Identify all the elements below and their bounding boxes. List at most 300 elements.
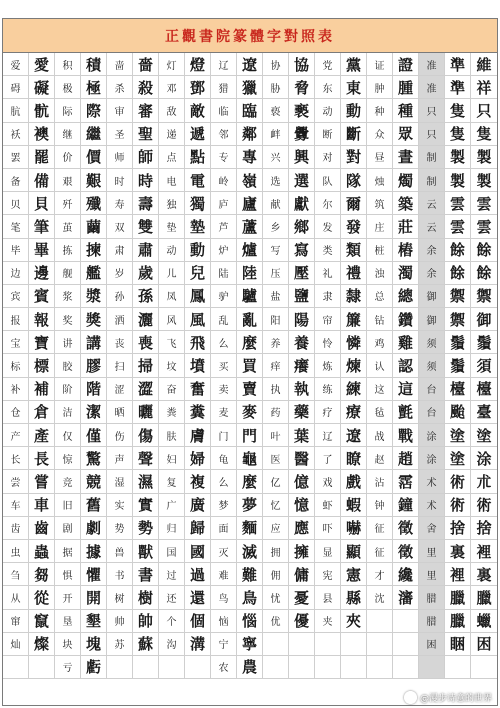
seal-character-cell: 夾	[341, 610, 367, 633]
modern-character-cell: 鸟	[211, 586, 237, 609]
seal-character-cell: 獎	[81, 308, 107, 331]
modern-character-cell: 县	[315, 586, 341, 609]
modern-character-cell: 敌	[159, 99, 185, 122]
modern-character-cell: 买	[211, 354, 237, 377]
modern-character-cell: 复	[159, 470, 185, 493]
modern-character-cell: 啬	[107, 53, 133, 76]
seal-character-cell	[445, 656, 471, 679]
modern-character-cell: 报	[3, 308, 29, 331]
modern-character-cell: 么	[211, 331, 237, 354]
modern-character-cell: 过	[159, 563, 185, 586]
modern-character-cell: 惊	[55, 447, 81, 470]
seal-character-cell: 書	[133, 563, 159, 586]
seal-character-cell: 臺	[471, 401, 497, 424]
modern-character-cell: 龟	[211, 447, 237, 470]
modern-character-cell: 孙	[107, 285, 133, 308]
modern-character-cell: 乡	[263, 215, 289, 238]
modern-character-cell: 忧	[263, 586, 289, 609]
seal-character-cell: 發	[341, 215, 367, 238]
seal-character-cell: 對	[341, 146, 367, 169]
seal-character-cell: 懼	[81, 563, 107, 586]
seal-character-cell: 療	[341, 401, 367, 424]
modern-character-cell: 据	[55, 540, 81, 563]
seal-character-cell: 灑	[133, 308, 159, 331]
seal-character-cell: 捨	[445, 517, 471, 540]
seal-character-cell: 滅	[237, 540, 263, 563]
seal-character-cell: 極	[81, 76, 107, 99]
seal-character-cell: 壓	[289, 262, 315, 285]
seal-character-cell: 睏	[445, 633, 471, 656]
seal-character-cell: 齒	[29, 517, 55, 540]
modern-character-cell: 邻	[211, 123, 237, 146]
seal-character-cell: 憂	[289, 586, 315, 609]
seal-character-cell: 農	[237, 656, 263, 679]
modern-character-cell: 应	[263, 517, 289, 540]
modern-character-cell: 产	[3, 424, 29, 447]
modern-character-cell: 归	[159, 517, 185, 540]
seal-character-cell: 勢	[133, 517, 159, 540]
seal-character-cell: 雞	[393, 331, 419, 354]
watermark-text: @漫步诗意的世界	[419, 694, 492, 704]
modern-character-cell: 肃	[107, 239, 133, 262]
camera-icon	[404, 691, 417, 704]
modern-character-cell: 制	[419, 169, 445, 192]
seal-character-cell: 餘	[445, 239, 471, 262]
seal-character-cell: 麼	[237, 331, 263, 354]
modern-character-cell: 才	[367, 563, 393, 586]
modern-character-cell: 炼	[315, 354, 341, 377]
seal-character-cell: 協	[289, 53, 315, 76]
seal-character-cell	[393, 610, 419, 633]
seal-character-cell: 蟲	[29, 540, 55, 563]
seal-character-cell: 趙	[393, 447, 419, 470]
seal-character-cell: 只	[471, 99, 497, 122]
seal-character-cell: 麥	[237, 401, 263, 424]
modern-character-cell: 涂	[419, 447, 445, 470]
modern-character-cell: 浆	[55, 285, 81, 308]
seal-character-cell	[185, 656, 211, 679]
modern-character-cell: 里	[419, 563, 445, 586]
modern-character-cell: 洁	[55, 401, 81, 424]
modern-character-cell: 余	[419, 239, 445, 262]
seal-character-cell: 帥	[133, 610, 159, 633]
modern-character-cell: 双	[107, 215, 133, 238]
modern-character-cell: 沾	[367, 470, 393, 493]
seal-character-cell: 憶	[289, 494, 315, 517]
seal-character-cell: 嶺	[237, 169, 263, 192]
modern-character-cell: 备	[3, 169, 29, 192]
modern-character-cell: 妇	[159, 447, 185, 470]
modern-character-cell: 宪	[315, 563, 341, 586]
modern-character-cell: 拥	[263, 540, 289, 563]
seal-character-cell: 蝦	[341, 494, 367, 517]
seal-character-cell: 據	[81, 540, 107, 563]
seal-character-cell: 飛	[185, 331, 211, 354]
seal-character-cell: 墾	[81, 610, 107, 633]
watermark	[404, 691, 492, 704]
seal-character-cell: 肅	[133, 239, 159, 262]
modern-character-cell: 际	[55, 99, 81, 122]
modern-character-cell: 献	[263, 192, 289, 215]
seal-character-cell: 莊	[393, 215, 419, 238]
seal-character-cell: 倉	[29, 401, 55, 424]
modern-character-cell: 继	[55, 123, 81, 146]
modern-character-cell: 只	[419, 123, 445, 146]
seal-character-cell: 億	[289, 470, 315, 493]
modern-character-cell: 标	[3, 354, 29, 377]
seal-character-cell: 糞	[185, 401, 211, 424]
seal-character-cell: 爐	[237, 239, 263, 262]
modern-character-cell: 猎	[211, 76, 237, 99]
seal-character-cell: 從	[29, 586, 55, 609]
modern-character-cell	[419, 656, 445, 679]
modern-character-cell: 帅	[107, 610, 133, 633]
seal-character-cell: 嗇	[133, 53, 159, 76]
seal-character-cell: 濁	[393, 262, 419, 285]
seal-character-cell: 獨	[185, 192, 211, 215]
modern-character-cell: 礼	[315, 262, 341, 285]
seal-character-cell: 晝	[393, 146, 419, 169]
modern-character-cell: 阶	[55, 378, 81, 401]
modern-character-cell: 兴	[263, 146, 289, 169]
modern-character-cell: 鸡	[367, 331, 393, 354]
modern-character-cell: 爱	[3, 53, 29, 76]
seal-character-cell: 朮	[471, 470, 497, 493]
seal-character-cell: 術	[471, 494, 497, 517]
modern-character-cell: 涩	[107, 378, 133, 401]
seal-character-cell: 報	[29, 308, 55, 331]
modern-character-cell: 证	[367, 53, 393, 76]
modern-character-cell: 须	[419, 331, 445, 354]
seal-character-cell: 樁	[393, 239, 419, 262]
seal-character-cell: 術	[445, 470, 471, 493]
modern-character-cell: 练	[315, 378, 341, 401]
modern-character-cell: 痒	[263, 354, 289, 377]
seal-character-cell: 燭	[393, 169, 419, 192]
seal-character-cell: 補	[29, 378, 55, 401]
modern-character-cell: 递	[159, 123, 185, 146]
modern-character-cell: 盐	[263, 285, 289, 308]
seal-character-cell: 鳳	[185, 285, 211, 308]
seal-character-cell: 標	[29, 354, 55, 377]
seal-character-cell: 膠	[81, 354, 107, 377]
modern-character-cell: 队	[315, 169, 341, 192]
modern-character-cell: 浊	[367, 262, 393, 285]
seal-character-cell: 擁	[289, 540, 315, 563]
modern-character-cell: 师	[107, 146, 133, 169]
modern-character-cell: 寿	[107, 192, 133, 215]
modern-character-cell: 积	[55, 53, 81, 76]
seal-character-cell: 驚	[81, 447, 107, 470]
seal-character-cell: 國	[185, 540, 211, 563]
seal-character-cell: 傷	[133, 424, 159, 447]
modern-character-cell: 庄	[367, 215, 393, 238]
modern-character-cell: 筑	[367, 192, 393, 215]
modern-character-cell: 门	[211, 424, 237, 447]
seal-character-cell: 東	[341, 76, 367, 99]
seal-character-cell: 潔	[81, 401, 107, 424]
seal-character-cell: 繼	[81, 123, 107, 146]
seal-character-cell: 賓	[29, 285, 55, 308]
modern-character-cell: 胁	[263, 76, 289, 99]
modern-character-cell	[107, 656, 133, 679]
modern-character-cell: 选	[263, 169, 289, 192]
character-grid	[3, 53, 497, 679]
seal-character-cell: 隊	[341, 169, 367, 192]
seal-character-cell: 兒	[185, 262, 211, 285]
modern-character-cell: 歼	[55, 192, 81, 215]
seal-character-cell: 孫	[133, 285, 159, 308]
modern-character-cell: 动	[159, 239, 185, 262]
seal-character-cell: 釁	[289, 123, 315, 146]
seal-character-cell: 龜	[237, 447, 263, 470]
modern-character-cell: 征	[367, 517, 393, 540]
modern-character-cell: 竞	[55, 470, 81, 493]
seal-character-cell: 製	[471, 146, 497, 169]
modern-character-cell: 医	[263, 447, 289, 470]
seal-character-cell: 燈	[185, 53, 211, 76]
character-comparison-sheet	[2, 18, 498, 706]
seal-character-cell: 艦	[81, 262, 107, 285]
seal-character-cell: 餘	[471, 262, 497, 285]
seal-character-cell: 繭	[81, 215, 107, 238]
modern-character-cell: 毕	[3, 239, 29, 262]
modern-character-cell: 术	[419, 494, 445, 517]
modern-character-cell: 齿	[3, 517, 29, 540]
modern-character-cell	[367, 633, 393, 656]
seal-character-cell: 澀	[133, 378, 159, 401]
seal-character-cell: 禮	[341, 262, 367, 285]
seal-character-cell: 動	[341, 99, 367, 122]
seal-character-cell: 種	[393, 99, 419, 122]
seal-character-cell: 艱	[81, 169, 107, 192]
seal-character-cell: 傭	[289, 563, 315, 586]
modern-character-cell: 灭	[211, 540, 237, 563]
modern-character-cell: 钟	[367, 494, 393, 517]
seal-character-cell: 骯	[29, 99, 55, 122]
modern-character-cell	[263, 633, 289, 656]
seal-character-cell: 際	[81, 99, 107, 122]
seal-character-cell: 產	[29, 424, 55, 447]
seal-character-cell: 惱	[237, 610, 263, 633]
seal-character-cell: 腫	[393, 76, 419, 99]
seal-character-cell: 氈	[393, 401, 419, 424]
seal-character-cell: 隻	[445, 123, 471, 146]
modern-character-cell: 阳	[263, 308, 289, 331]
seal-character-cell: 築	[393, 192, 419, 215]
seal-character-cell: 霑	[393, 470, 419, 493]
modern-character-cell: 广	[159, 494, 185, 517]
seal-character-cell: 門	[237, 424, 263, 447]
seal-character-cell: 裡	[445, 563, 471, 586]
modern-character-cell: 对	[315, 146, 341, 169]
modern-character-cell: 写	[263, 239, 289, 262]
seal-character-cell: 寫	[289, 239, 315, 262]
seal-character-cell: 蘆	[237, 215, 263, 238]
modern-character-cell: 里	[419, 540, 445, 563]
seal-character-cell: 亂	[237, 308, 263, 331]
modern-character-cell: 伤	[107, 424, 133, 447]
seal-character-cell: 葉	[289, 424, 315, 447]
seal-character-cell: 須	[471, 354, 497, 377]
modern-character-cell: 么	[211, 470, 237, 493]
modern-character-cell: 极	[55, 76, 81, 99]
seal-character-cell: 獻	[289, 192, 315, 215]
modern-character-cell: 养	[263, 331, 289, 354]
modern-character-cell: 庐	[211, 192, 237, 215]
seal-character-cell: 困	[471, 633, 497, 656]
modern-character-cell: 书	[107, 563, 133, 586]
modern-character-cell: 辽	[315, 424, 341, 447]
modern-character-cell: 压	[263, 262, 289, 285]
modern-character-cell: 须	[419, 354, 445, 377]
modern-character-cell: 点	[159, 146, 185, 169]
seal-character-cell: 憐	[341, 331, 367, 354]
seal-character-cell: 臨	[237, 99, 263, 122]
seal-character-cell: 雲	[471, 192, 497, 215]
modern-character-cell: 毡	[367, 401, 393, 424]
seal-character-cell: 鐘	[393, 494, 419, 517]
seal-character-cell: 買	[237, 354, 263, 377]
modern-character-cell: 树	[107, 586, 133, 609]
seal-character-cell: 敵	[185, 99, 211, 122]
modern-character-cell: 余	[419, 262, 445, 285]
seal-character-cell: 興	[289, 146, 315, 169]
seal-character-cell: 個	[185, 610, 211, 633]
seal-character-cell: 檯	[471, 378, 497, 401]
modern-character-cell: 车	[3, 494, 29, 517]
seal-character-cell	[133, 656, 159, 679]
seal-character-cell: 揀	[81, 239, 107, 262]
modern-character-cell: 舍	[419, 517, 445, 540]
seal-character-cell: 術	[445, 494, 471, 517]
seal-character-cell: 證	[393, 53, 419, 76]
modern-character-cell: 战	[367, 424, 393, 447]
seal-character-cell: 畢	[29, 239, 55, 262]
seal-character-cell: 選	[289, 169, 315, 192]
seal-character-cell: 邊	[29, 262, 55, 285]
seal-character-cell: 鬚	[471, 331, 497, 354]
modern-character-cell: 奋	[159, 378, 185, 401]
modern-character-cell: 胶	[55, 354, 81, 377]
seal-character-cell: 審	[133, 99, 159, 122]
modern-character-cell: 驴	[211, 285, 237, 308]
seal-character-cell: 禦	[445, 308, 471, 331]
seal-character-cell: 賣	[237, 378, 263, 401]
modern-character-cell: 长	[3, 447, 29, 470]
modern-character-cell: 断	[315, 123, 341, 146]
seal-character-cell: 徵	[393, 540, 419, 563]
seal-character-cell: 殲	[81, 192, 107, 215]
modern-character-cell: 术	[419, 470, 445, 493]
modern-character-cell: 剧	[55, 517, 81, 540]
seal-character-cell: 陽	[289, 308, 315, 331]
modern-character-cell: 临	[211, 99, 237, 122]
seal-character-cell: 喪	[133, 331, 159, 354]
modern-character-cell: 灯	[159, 53, 185, 76]
seal-character-cell: 麼	[237, 470, 263, 493]
seal-character-cell: 雲	[471, 215, 497, 238]
modern-character-cell	[315, 633, 341, 656]
modern-character-cell: 肿	[367, 76, 393, 99]
seal-character-cell: 鬚	[445, 354, 471, 377]
seal-character-cell: 驢	[237, 285, 263, 308]
modern-character-cell: 惧	[55, 563, 81, 586]
modern-character-cell: 总	[367, 285, 393, 308]
modern-character-cell: 执	[263, 378, 289, 401]
seal-character-cell: 麵	[237, 517, 263, 540]
seal-character-cell: 貝	[29, 192, 55, 215]
seal-character-cell	[393, 633, 419, 656]
modern-character-cell: 吓	[315, 517, 341, 540]
modern-character-cell: 云	[419, 215, 445, 238]
modern-character-cell: 块	[55, 633, 81, 656]
modern-character-cell: 腊	[419, 610, 445, 633]
modern-character-cell: 卖	[211, 378, 237, 401]
modern-character-cell: 丧	[107, 331, 133, 354]
modern-character-cell: 势	[107, 517, 133, 540]
modern-character-cell: 风	[159, 308, 185, 331]
seal-character-cell: 專	[237, 146, 263, 169]
seal-character-cell	[341, 656, 367, 679]
seal-character-cell: 劇	[81, 517, 107, 540]
modern-character-cell: 怜	[315, 331, 341, 354]
seal-character-cell: 執	[289, 378, 315, 401]
modern-character-cell: 佣	[263, 563, 289, 586]
seal-character-cell: 戰	[393, 424, 419, 447]
seal-character-cell: 鄉	[289, 215, 315, 238]
modern-character-cell: 专	[211, 146, 237, 169]
modern-character-cell: 岭	[211, 169, 237, 192]
seal-character-cell: 縣	[341, 586, 367, 609]
seal-character-cell: 獵	[237, 76, 263, 99]
modern-character-cell: 兽	[107, 540, 133, 563]
seal-character-cell: 瀋	[393, 586, 419, 609]
seal-character-cell: 捨	[471, 517, 497, 540]
modern-character-cell: 衅	[263, 123, 289, 146]
seal-character-cell	[471, 656, 497, 679]
modern-character-cell: 沈	[367, 586, 393, 609]
modern-character-cell: 尔	[315, 192, 341, 215]
modern-character-cell: 岁	[107, 262, 133, 285]
modern-character-cell: 贝	[3, 192, 29, 215]
modern-character-cell: 舰	[55, 262, 81, 285]
seal-character-cell: 製	[445, 146, 471, 169]
modern-character-cell: 梦	[211, 494, 237, 517]
seal-character-cell: 憲	[341, 563, 367, 586]
modern-character-cell: 湿	[107, 470, 133, 493]
modern-character-cell: 宝	[3, 331, 29, 354]
modern-character-cell: 发	[315, 215, 341, 238]
seal-character-cell: 嘗	[29, 470, 55, 493]
seal-character-cell: 歲	[133, 262, 159, 285]
modern-character-cell: 帘	[315, 308, 341, 331]
seal-character-cell: 禦	[445, 285, 471, 308]
modern-character-cell: 准	[419, 53, 445, 76]
seal-character-cell: 競	[81, 470, 107, 493]
seal-character-cell: 開	[81, 586, 107, 609]
modern-character-cell: 价	[55, 146, 81, 169]
seal-character-cell	[341, 633, 367, 656]
modern-character-cell: 昼	[367, 146, 393, 169]
modern-character-cell: 困	[419, 633, 445, 656]
seal-character-cell: 這	[393, 378, 419, 401]
modern-character-cell: 恼	[211, 610, 237, 633]
seal-character-cell: 禦	[471, 285, 497, 308]
modern-character-cell: 农	[211, 656, 237, 679]
seal-character-cell: 溝	[185, 633, 211, 656]
modern-character-cell: 戏	[315, 470, 341, 493]
